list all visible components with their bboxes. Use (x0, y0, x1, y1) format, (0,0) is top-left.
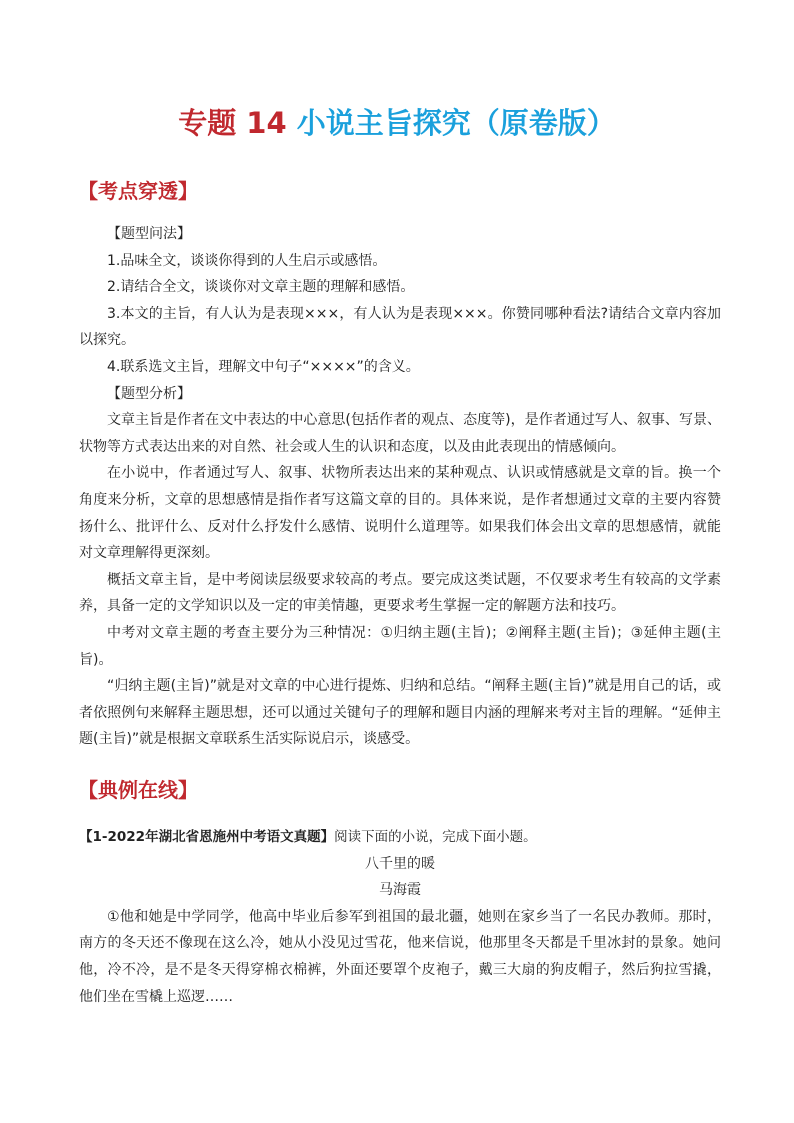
question-type-1: 1.品味全文，谈谈你得到的人生启示或感悟。 (107, 252, 387, 269)
title-edition: （原卷版） (470, 106, 616, 140)
analysis-paragraph-3: 概括文章主旨，是中考阅读层级要求较高的考点。要完成这类试题，不仅要求考生有较高的文学素养，具备一定的文学知识以及一定的审美情趣，更要求考生掌握一定的解题方法和技巧。 (79, 571, 721, 615)
question-types-heading: 【题型问法】 (107, 226, 191, 242)
analysis-paragraph-1: 文章主旨是作者在文中表达的中心意思(包括作者的观点、态度等)，是作者通过写人、叙事、写景、状物等方式表达出来的对自然、社会或人生的认识和态度，以及由此表现出的情感倾向。 (79, 412, 721, 455)
analysis-heading: 【题型分析】 (107, 385, 191, 402)
story-title: 八千里的暖 (365, 855, 435, 872)
title-topic-name: 小说主旨探究 (296, 106, 471, 140)
analysis-paragraph-5: “归纳主题(主旨)”就是对文章的中心进行提炼、归纳和总结。“阐释主题(主旨)”就是用自己的话，或者依照例句来解释主题思想，还可以通过关键句子的理解和题目内涵的理解来考对主旨的理解。“延伸主题(主旨)”就是根据文章联系生活实际说启示，谈感受。 (79, 678, 721, 748)
section-heading-key-points: 【考点穿透】 (78, 179, 198, 203)
story-author: 马海霞 (379, 882, 421, 899)
example-intro (79, 824, 721, 851)
key-points-content (79, 221, 721, 753)
analysis-paragraph-4: 中考对文章主题的考查主要分为三种情况：①归纳主题(主旨)；②阐释主题(主旨)；③延伸主题(主旨)。 (79, 624, 721, 668)
question-type-4: 4.联系选文主旨，理解文中句子“××××”的含义。 (107, 358, 420, 375)
example-content (79, 824, 721, 1010)
example-source-tag: 【1-2022年湖北省恩施州中考语文真题】 (79, 829, 335, 845)
document-title (0, 103, 794, 143)
example-instruction: 阅读下面的小说，完成下面小题。 (334, 829, 537, 845)
story-paragraph-1: ①他和她是中学同学，他高中毕业后参军到祖国的最北疆，她则在家乡当了一名民办教师。那时，南方的冬天还不像现在这么冷，她从小没见过雪花，他来信说，他那里冬天都是千里冰封的景象。她问他，冷不冷，是不是冬天得穿棉衣棉裤，外面还要罩个皮袍子，戴三大扇的狗皮帽子，然后狗拉雪撬，他们坐在雪橇上巡逻…… (79, 908, 721, 1005)
analysis-paragraph-2: 在小说中，作者通过写人、叙事、状物所表达出来的某种观点、认识或情感就是文章的旨。换一个角度来分析，文章的思想感情是指作者写这篇文章的目的。具体来说，是作者想通过文章的主要内容赞扬什么、批评什么、反对什么抒发什么感情、说明什么道理等。如果我们体会出文章的思想感情，就能对文章理解得更深刻。 (79, 465, 721, 562)
section-heading-examples: 【典例在线】 (78, 778, 198, 802)
question-type-3: 3.本文的主旨，有人认为是表现×××，有人认为是表现×××。你赞同哪种看法?请结合文章内容加以探究。 (79, 305, 721, 349)
title-topic-number: 专题 14 (178, 106, 297, 140)
question-type-2: 2.请结合全文，谈谈你对文章主题的理解和感悟。 (107, 279, 415, 296)
